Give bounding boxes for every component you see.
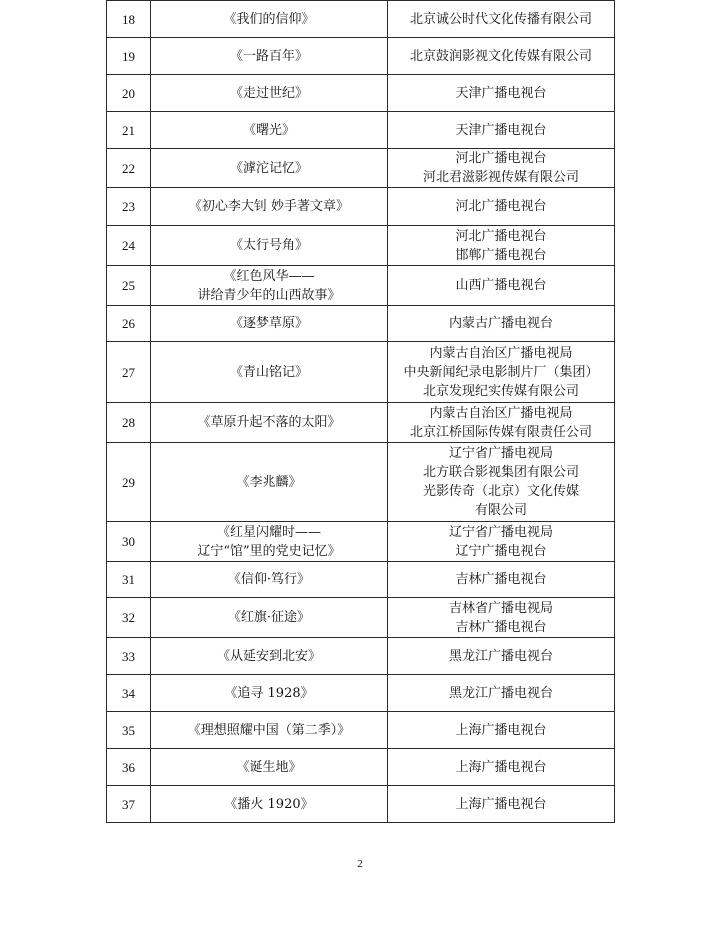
row-number: 23 bbox=[107, 188, 151, 226]
producing-organization bbox=[388, 749, 615, 786]
producing-organization bbox=[388, 306, 615, 342]
row-number: 37 bbox=[107, 786, 151, 823]
organization-line: 河北广播电视台 bbox=[455, 228, 547, 244]
program-title-line: 《逐梦草原》 bbox=[229, 316, 308, 331]
program-title bbox=[151, 786, 388, 823]
table-row bbox=[107, 786, 615, 823]
table-row bbox=[107, 112, 615, 149]
table-row bbox=[107, 266, 615, 306]
row-number: 35 bbox=[107, 712, 151, 749]
table-row bbox=[107, 1, 615, 38]
producing-organization bbox=[388, 598, 615, 638]
program-title bbox=[151, 306, 388, 342]
program-title bbox=[151, 1, 388, 38]
program-title bbox=[151, 712, 388, 749]
row-number: 24 bbox=[107, 226, 151, 266]
organization-line: 内蒙古广播电视台 bbox=[448, 316, 553, 331]
producing-organization bbox=[388, 188, 615, 226]
row-number: 30 bbox=[107, 522, 151, 562]
producing-organization bbox=[388, 712, 615, 749]
program-title bbox=[151, 38, 388, 75]
table-row bbox=[107, 443, 615, 522]
program-title bbox=[151, 562, 388, 598]
program-title-line: 《从延安到北安》 bbox=[216, 648, 321, 664]
program-title bbox=[151, 266, 388, 306]
program-title bbox=[151, 75, 388, 112]
row-number: 22 bbox=[107, 149, 151, 188]
organization-line: 山西广播电视台 bbox=[455, 278, 547, 293]
program-title bbox=[151, 749, 388, 786]
organization-line: 辽宁省广播电视局 bbox=[448, 446, 553, 461]
organization-line: 辽宁广播电视台 bbox=[455, 543, 547, 559]
organization-line: 天津广播电视台 bbox=[455, 85, 547, 101]
organization-line: 内蒙古自治区广播电视局 bbox=[429, 345, 573, 361]
organization-line: 上海广播电视台 bbox=[455, 722, 547, 738]
table-row bbox=[107, 306, 615, 342]
program-title-line: 《我们的信仰》 bbox=[223, 11, 315, 27]
row-number: 27 bbox=[107, 342, 151, 403]
program-title-line: 《红色风华—— bbox=[223, 268, 315, 284]
row-number: 26 bbox=[107, 306, 151, 342]
row-number: 19 bbox=[107, 38, 151, 75]
program-title-line: 《理想照耀中国（第二季）》 bbox=[187, 722, 351, 738]
row-number: 21 bbox=[107, 112, 151, 149]
organization-line: 吉林广播电视台 bbox=[455, 619, 547, 635]
program-table-body bbox=[107, 1, 615, 823]
row-number: 32 bbox=[107, 598, 151, 638]
table-row bbox=[107, 598, 615, 638]
program-title-line: 《红星闪耀时—— bbox=[216, 524, 321, 540]
organization-line: 北京鼓润影视文化传媒有限公司 bbox=[409, 48, 592, 64]
organization-line: 内蒙古自治区广播电视局 bbox=[429, 405, 573, 421]
producing-organization bbox=[388, 443, 615, 522]
producing-organization bbox=[388, 562, 615, 598]
table-row bbox=[107, 522, 615, 562]
producing-organization bbox=[388, 786, 615, 823]
program-title-line: 《太行号角》 bbox=[229, 238, 308, 253]
organization-line: 上海广播电视台 bbox=[455, 759, 547, 775]
table-row bbox=[107, 188, 615, 226]
organization-line: 吉林省广播电视局 bbox=[448, 600, 553, 616]
table-row bbox=[107, 38, 615, 75]
program-title-line: 《草原升起不落的太阳》 bbox=[197, 415, 341, 430]
row-number: 18 bbox=[107, 1, 151, 38]
organization-line: 天津广播电视台 bbox=[455, 122, 547, 138]
table-row bbox=[107, 342, 615, 403]
organization-line: 邯郸广播电视台 bbox=[455, 247, 547, 263]
program-title-line: 《初心李大钊 妙手著文章》 bbox=[188, 199, 350, 214]
program-title-line: 辽宁“馆”里的党史记忆》 bbox=[197, 543, 341, 559]
organization-line: 辽宁省广播电视局 bbox=[448, 524, 553, 540]
row-number: 34 bbox=[107, 675, 151, 712]
row-number: 28 bbox=[107, 403, 151, 443]
program-title-line: 《红旗·征途》 bbox=[227, 610, 311, 625]
producing-organization bbox=[388, 638, 615, 675]
program-title-line: 讲给青少年的山西故事》 bbox=[197, 287, 341, 303]
organization-line: 黑龙江广播电视台 bbox=[448, 685, 553, 701]
table-row bbox=[107, 749, 615, 786]
row-number: 33 bbox=[107, 638, 151, 675]
producing-organization bbox=[388, 75, 615, 112]
program-table bbox=[106, 0, 615, 823]
producing-organization bbox=[388, 149, 615, 188]
producing-organization bbox=[388, 675, 615, 712]
table-row bbox=[107, 226, 615, 266]
organization-line: 北京诚公时代文化传播有限公司 bbox=[409, 11, 592, 27]
program-title bbox=[151, 226, 388, 266]
producing-organization bbox=[388, 1, 615, 38]
row-number: 29 bbox=[107, 443, 151, 522]
program-title-line: 《曙光》 bbox=[242, 122, 295, 138]
program-title-line: 《李兆麟》 bbox=[236, 474, 302, 490]
organization-line: 有限公司 bbox=[474, 503, 527, 518]
program-title-line: 《播火 1920》 bbox=[224, 796, 314, 812]
table-row bbox=[107, 562, 615, 598]
program-title-line: 《一路百年》 bbox=[229, 48, 308, 64]
organization-line: 中央新闻纪录电影制片厂（集团） bbox=[403, 364, 599, 380]
program-title-line: 《信仰·笃行》 bbox=[227, 572, 311, 587]
program-title bbox=[151, 598, 388, 638]
producing-organization bbox=[388, 226, 615, 266]
row-number: 25 bbox=[107, 266, 151, 306]
organization-line: 河北广播电视台 bbox=[455, 199, 547, 214]
program-title bbox=[151, 342, 388, 403]
table-row bbox=[107, 675, 615, 712]
row-number: 36 bbox=[107, 749, 151, 786]
program-title bbox=[151, 522, 388, 562]
table-row bbox=[107, 149, 615, 188]
organization-line: 黑龙江广播电视台 bbox=[448, 648, 553, 664]
program-title bbox=[151, 112, 388, 149]
producing-organization bbox=[388, 403, 615, 443]
producing-organization bbox=[388, 342, 615, 403]
page-number: 2 bbox=[357, 858, 363, 870]
table-row bbox=[107, 712, 615, 749]
program-title-line: 《追寻 1928》 bbox=[224, 685, 314, 701]
program-title bbox=[151, 675, 388, 712]
producing-organization bbox=[388, 38, 615, 75]
organization-line: 北京发现纪实传媒有限公司 bbox=[422, 383, 579, 399]
organization-line: 北京江桥国际传媒有限责任公司 bbox=[409, 424, 592, 440]
table-row bbox=[107, 75, 615, 112]
organization-line: 河北广播电视台 bbox=[455, 151, 547, 166]
program-title bbox=[151, 149, 388, 188]
program-title-line: 《青山铭记》 bbox=[229, 364, 308, 380]
organization-line: 吉林广播电视台 bbox=[455, 572, 547, 587]
program-title-line: 《滹沱记忆》 bbox=[229, 160, 308, 176]
table-row bbox=[107, 403, 615, 443]
program-title bbox=[151, 638, 388, 675]
program-title bbox=[151, 443, 388, 522]
program-title bbox=[151, 188, 388, 226]
producing-organization bbox=[388, 112, 615, 149]
producing-organization bbox=[388, 522, 615, 562]
producing-organization bbox=[388, 266, 615, 306]
program-title bbox=[151, 403, 388, 443]
organization-line: 光影传奇（北京）文化传媒 bbox=[422, 484, 579, 499]
organization-line: 北方联合影视集团有限公司 bbox=[422, 465, 579, 480]
row-number: 31 bbox=[107, 562, 151, 598]
organization-line: 上海广播电视台 bbox=[455, 796, 547, 812]
row-number: 20 bbox=[107, 75, 151, 112]
organization-line: 河北君滋影视传媒有限公司 bbox=[422, 170, 579, 185]
program-title-line: 《走过世纪》 bbox=[229, 85, 308, 101]
table-row bbox=[107, 638, 615, 675]
program-title-line: 《诞生地》 bbox=[236, 759, 302, 775]
